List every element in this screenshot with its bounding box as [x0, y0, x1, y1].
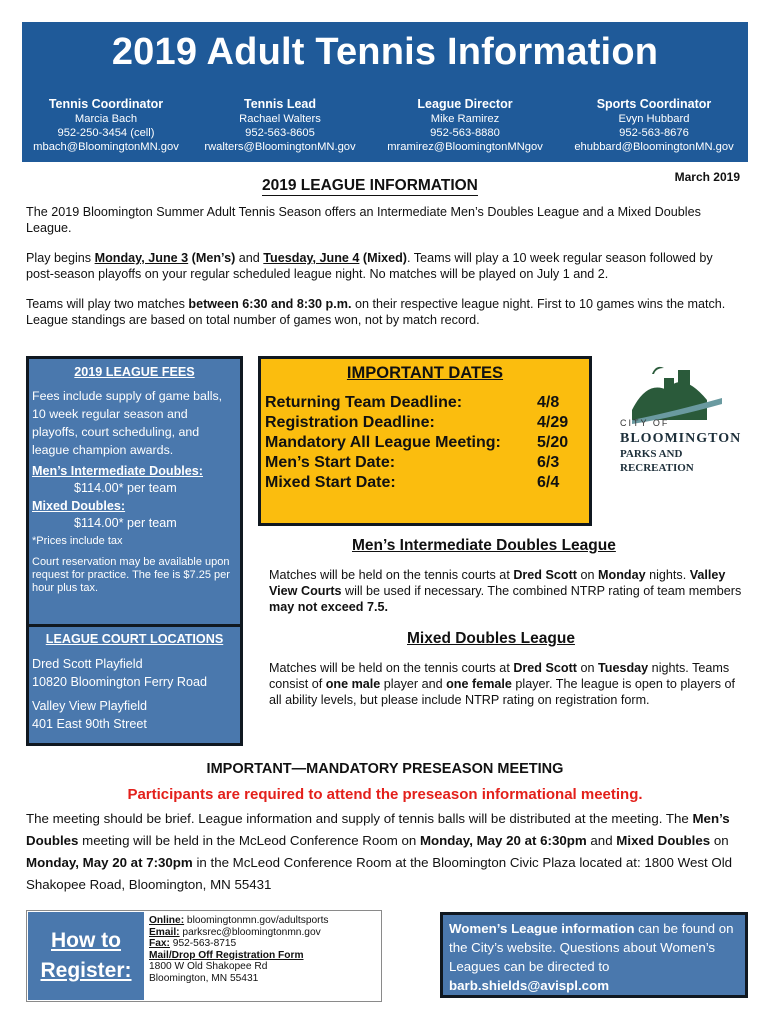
locations-heading: LEAGUE COURT LOCATIONS	[45, 632, 224, 646]
location-line: Valley View Playfield	[32, 699, 148, 713]
contact-email[interactable]: mbach@BloomingtonMN.gov	[33, 141, 179, 153]
register-box	[26, 910, 382, 1002]
league-match-paragraph: Teams will play two matches between 6:30 and 8:30 p.m. on their respective league night. First to 10 games wins the match. League standings are based on total number of games won, not by match record.	[26, 297, 726, 327]
dates-heading: IMPORTANT DATES	[346, 364, 504, 382]
contact-phone: 952-563-8880	[430, 127, 500, 139]
date-label: March 2019	[674, 170, 740, 184]
register-mail-line: 1800 W Old Shakopee Rd	[149, 961, 268, 972]
mens-league-description: Matches will be held on the tennis courts at Dred Scott on Monday nights. Valley View Courts will be used if necessary. The combined NTRP rating of team members may not exceed 7.5.	[269, 568, 742, 614]
contact-tennis-lead	[190, 96, 370, 154]
meeting-warning: Participants are required to attend the preseason informational meeting.	[127, 786, 643, 803]
logo-text: RECREATION	[620, 462, 694, 474]
page-title: 2019 Adult Tennis Information	[111, 31, 659, 73]
contact-email[interactable]: rwalters@BloomingtonMN.gov	[204, 141, 356, 153]
mixed-league-description: Matches will be held on the tennis courts at Dred Scott on Tuesday nights. Teams consist of one male player and one female player. The league is open to players of all ability levels, but please include NTRP rating on registration form.	[269, 661, 736, 707]
court-reservation-note: Court reservation may be available upon request for practice. The fee is $7.25 per hour plus tax.	[32, 556, 230, 594]
contact-role: Sports Coordinator	[596, 97, 712, 111]
tax-note: *Prices include tax	[32, 535, 123, 547]
league-info-heading: 2019 LEAGUE INFORMATION	[262, 177, 478, 194]
contact-name: Evyn Hubbard	[618, 113, 690, 125]
contact-role: Tennis Coordinator	[48, 97, 164, 111]
location-line: Dred Scott Playfield	[32, 657, 143, 671]
meeting-heading: IMPORTANT—MANDATORY PRESEASON MEETING	[206, 761, 564, 777]
contact-sports-coordinator	[560, 96, 748, 154]
logo-text: BLOOMINGTON	[620, 431, 742, 446]
contact-name: Mike Ramirez	[430, 113, 500, 125]
mens-fee-label: Men’s Intermediate Doubles:	[32, 464, 203, 478]
contact-phone: 952-250-3454 (cell)	[57, 127, 155, 139]
register-fax: Fax: 952-563-8715	[149, 938, 237, 949]
fees-description: Fees include supply of game balls, 10 week regular season and playoffs, court scheduling, and league champion awards.	[32, 389, 223, 457]
contact-name: Marcia Bach	[74, 113, 138, 125]
contact-role: Tennis Lead	[243, 97, 316, 111]
logo-text: PARKS AND	[620, 448, 683, 460]
contact-phone: 952-563-8676	[619, 127, 689, 139]
box-divider	[29, 624, 240, 627]
contacts-row	[22, 96, 748, 154]
register-details	[149, 915, 329, 984]
register-mail-label: Mail/Drop Off Registration Form	[149, 949, 304, 961]
mixed-league-heading: Mixed Doubles League	[407, 630, 575, 647]
register-online[interactable]: Online: bloomingtonmn.gov/adultsports	[149, 915, 329, 926]
register-mail-line: Bloomington, MN 55431	[149, 972, 259, 984]
header-banner	[22, 22, 748, 162]
contact-email[interactable]: ehubbard@BloomingtonMN.gov	[574, 141, 734, 153]
contact-role: League Director	[417, 97, 513, 111]
contact-email[interactable]: mramirez@BloomingtonMNgov	[387, 141, 543, 153]
logo-moon-shape	[652, 367, 664, 374]
register-label: How to Register:	[28, 912, 144, 1000]
date-row: Mandatory All League Meeting: 5/20	[265, 434, 569, 451]
league-intro-paragraph: The 2019 Bloomington Summer Adult Tennis Season offers an Intermediate Men’s Doubles League and a Mixed Doubles League.	[26, 205, 701, 235]
city-logo	[612, 360, 742, 480]
date-row: Registration Deadline: 4/29	[265, 414, 569, 431]
mens-league-heading: Men’s Intermediate Doubles League	[352, 537, 616, 554]
meeting-description: The meeting should be brief. League information and supply of tennis balls will be distributed at the meeting. The Men’s Doubles meeting will be held in the McLeod Conference Room on Monday, May 20 at 6:30pm and Mixed Doubles on Monday, May 20 at 7:30pm in the McLeod Conference Room at the Bloomington Civic Plaza located at: 1800 West Old Shakopee Road, Bloomington, MN 55431	[26, 811, 733, 892]
mixed-fee-price: $114.00* per team	[74, 516, 177, 530]
dates-list	[261, 393, 589, 493]
fees-heading: 2019 LEAGUE FEES	[74, 365, 195, 379]
date-row: Returning Team Deadline: 4/8	[265, 394, 560, 411]
date-row: Men’s Start Date: 6/3	[265, 454, 560, 471]
mens-fee-price: $114.00* per team	[74, 481, 177, 495]
contact-name: Rachael Walters	[239, 113, 321, 125]
womens-league-box: Women’s League information can be found on the City’s website. Questions about Women’s Leagues can be directed to barb.shields@avispl.com	[440, 912, 748, 998]
contact-tennis-coordinator	[22, 96, 190, 154]
locations-list	[32, 655, 207, 733]
league-schedule-paragraph: Play begins Monday, June 3 (Men’s) and Tuesday, June 4 (Mixed). Teams will play a 10 week regular season followed by post-season playoffs on your regular scheduled league night. No matches will be played on July 1 and 2.	[26, 251, 713, 281]
logo-text: CITY OF	[620, 418, 670, 428]
date-row: Mixed Start Date: 6/4	[265, 474, 560, 491]
location-line: 401 East 90th Street	[32, 717, 147, 731]
womens-contact-email[interactable]: barb.shields@avispl.com	[449, 978, 610, 993]
mixed-fee-label: Mixed Doubles:	[32, 499, 126, 513]
contact-phone: 952-563-8605	[245, 127, 315, 139]
fees-locations-box	[26, 356, 243, 746]
important-dates-box	[258, 356, 592, 526]
location-line: 10820 Bloomington Ferry Road	[32, 675, 208, 689]
register-email[interactable]: Email: parksrec@bloomingtonmn.gov	[149, 926, 321, 938]
contact-league-director	[370, 96, 560, 154]
